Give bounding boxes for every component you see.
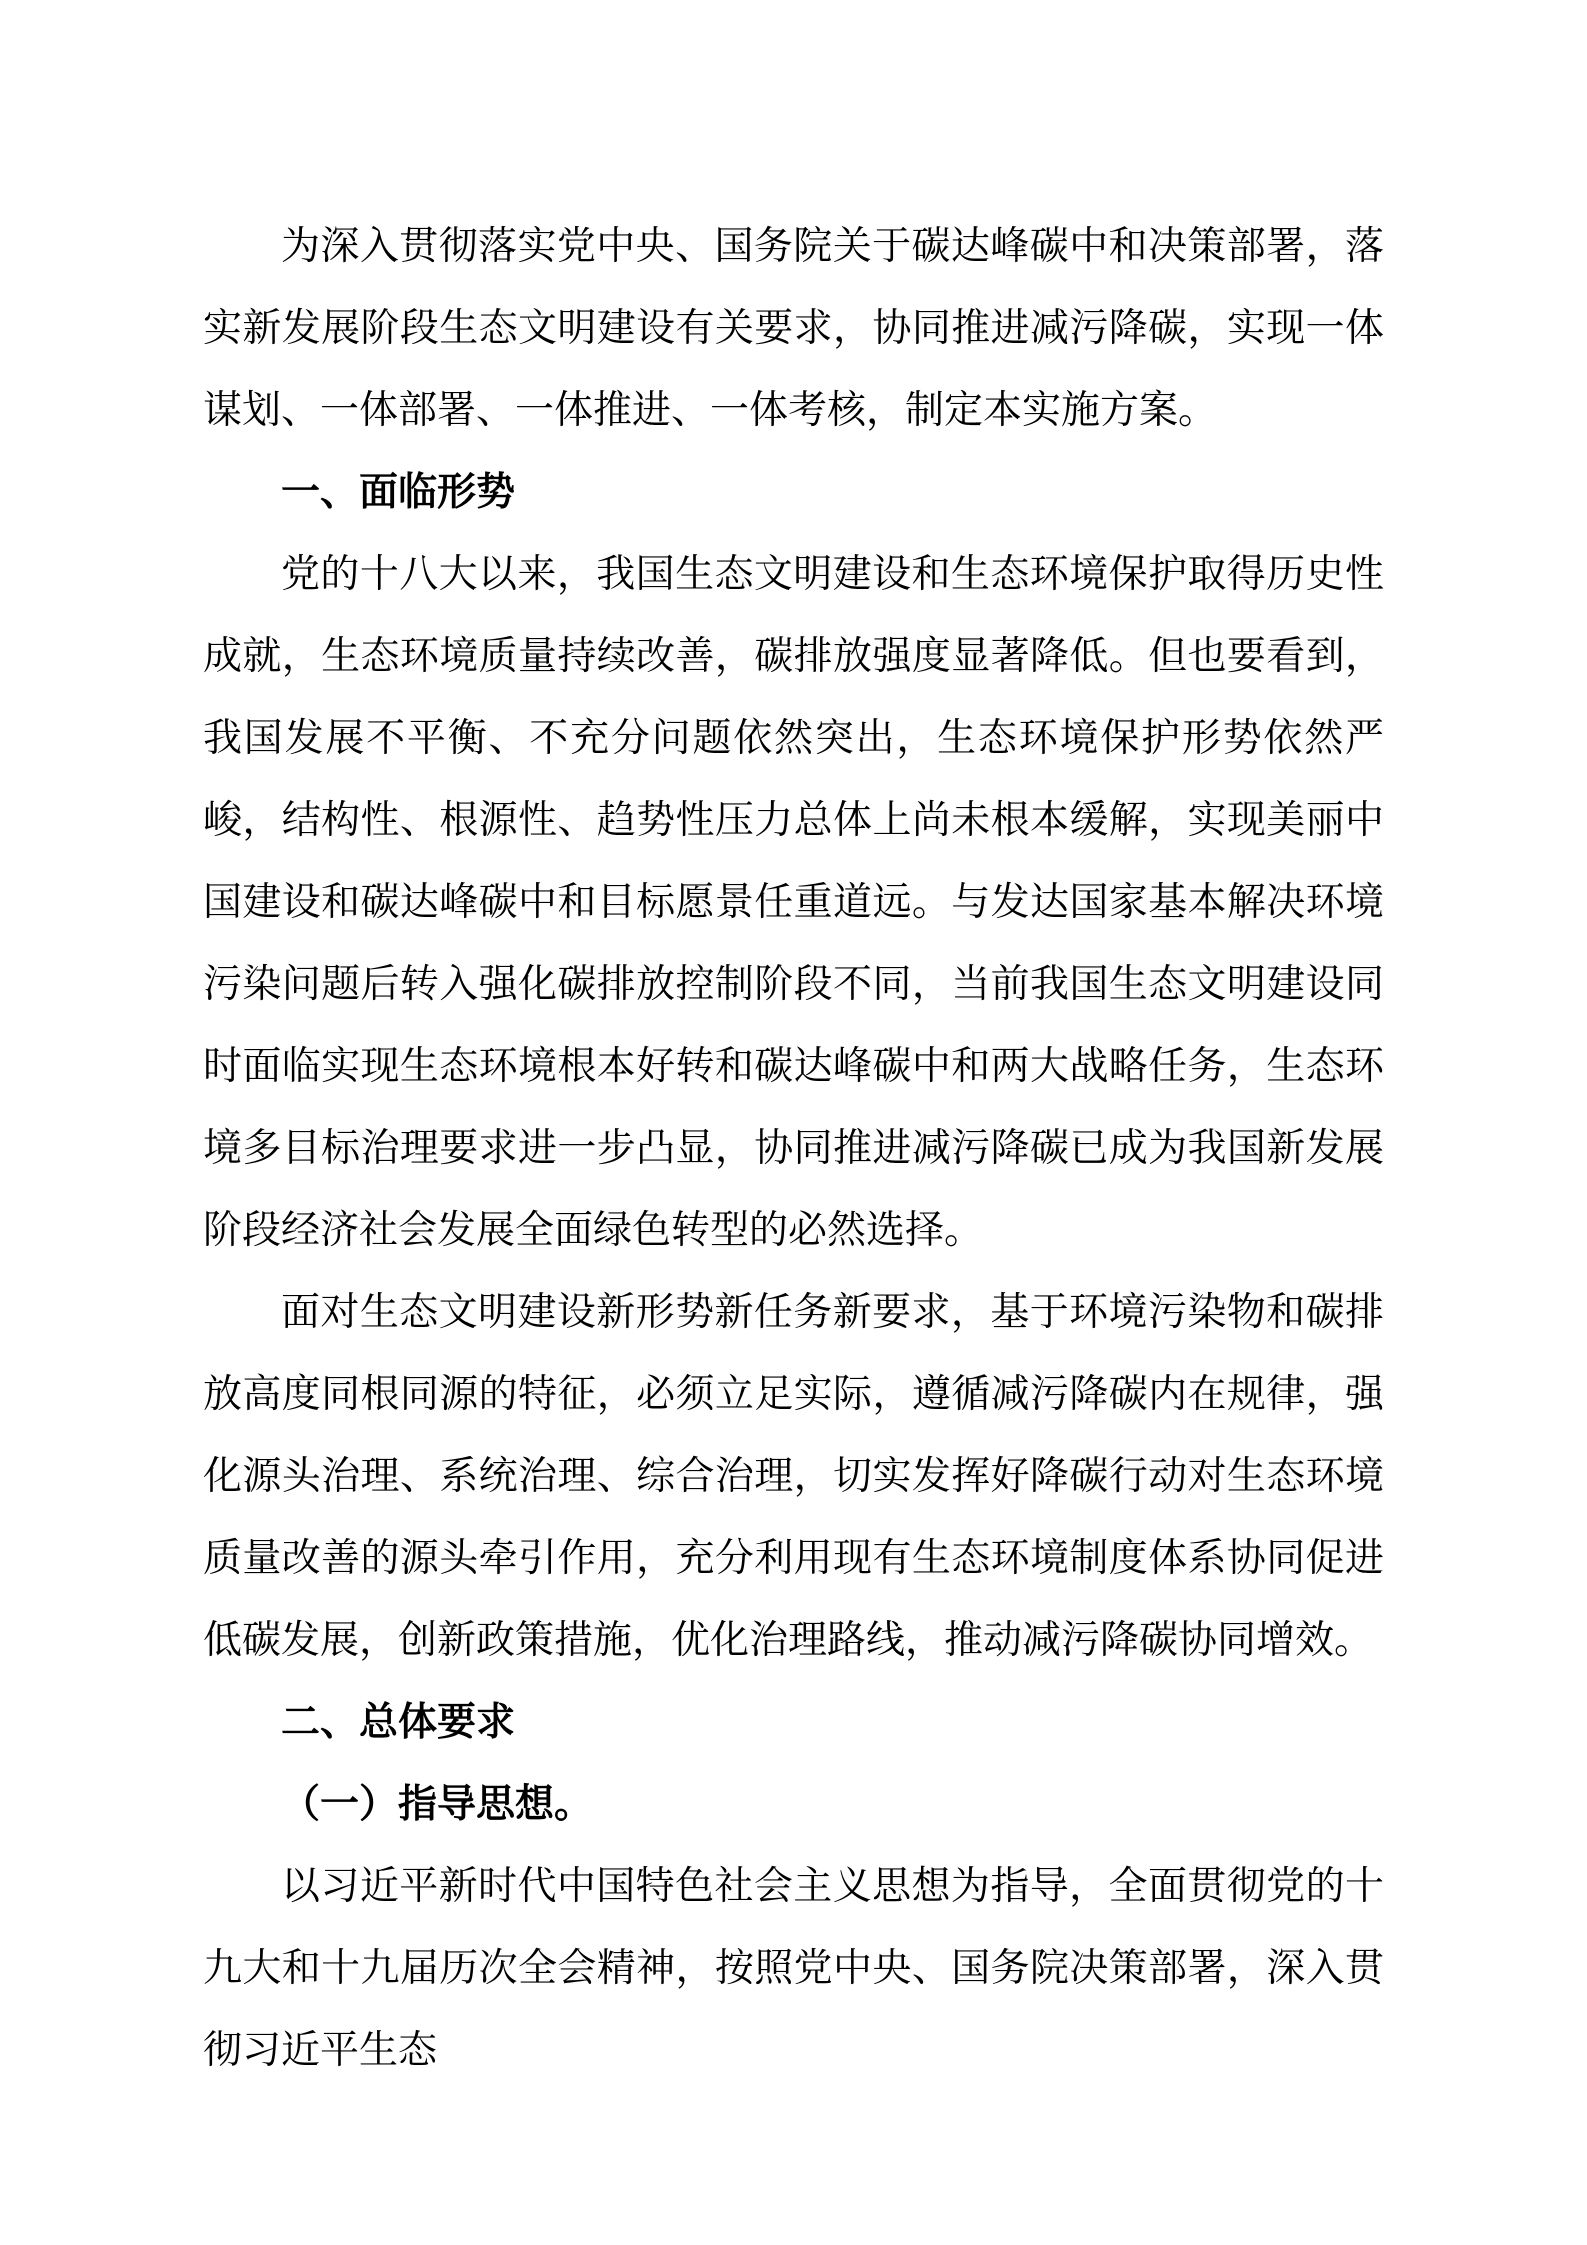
paragraph-guiding-ideology: 以习近平新时代中国特色社会主义思想为指导，全面贯彻党的十九大和十九届历次全会精神，按照党中央、国务院决策部署，深入贯彻习近平生态: [203, 1865, 1384, 2072]
heading-section-2-overall-requirements: 二、总体要求: [281, 1701, 516, 1744]
paragraph-preamble: 为深入贯彻落实党中央、国务院关于碳达峰碳中和决策部署，落实新发展阶段生态文明建设有关要求，协同推进减污降碳，实现一体谋划、一体部署、一体推进、一体考核，制定本实施方案。: [203, 225, 1384, 432]
heading-section-1-facing-situation: 一、面临形势: [281, 471, 516, 514]
document-body: [203, 206, 1384, 2092]
paragraph-situation-requirements: 面对生态文明建设新形势新任务新要求，基于环境污染物和碳排放高度同根同源的特征，必须立足实际，遵循减污降碳内在规律，强化源头治理、系统治理、综合治理，切实发挥好降碳行动对生态环境质量改善的源头牵引作用，充分利用现有生态环境制度体系协同促进低碳发展，创新政策措施，优化治理路线，推动减污降碳协同增效。: [203, 1291, 1384, 1662]
heading-subsection-guiding-ideology: （一）指导思想。: [281, 1783, 594, 1826]
paragraph-situation-achievements: 党的十八大以来，我国生态文明建设和生态环境保护取得历史性成就，生态环境质量持续改善，碳排放强度显著降低。但也要看到，我国发展不平衡、不充分问题依然突出，生态环境保护形势依然严峻，结构性、根源性、趋势性压力总体上尚未根本缓解，实现美丽中国建设和碳达峰碳中和目标愿景任重道远。与发达国家基本解决环境污染问题后转入强化碳排放控制阶段不同，当前我国生态文明建设同时面临实现生态环境根本好转和碳达峰碳中和两大战略任务，生态环境多目标治理要求进一步凸显，协同推进减污降碳已成为我国新发展阶段经济社会发展全面绿色转型的必然选择。: [203, 553, 1384, 1252]
